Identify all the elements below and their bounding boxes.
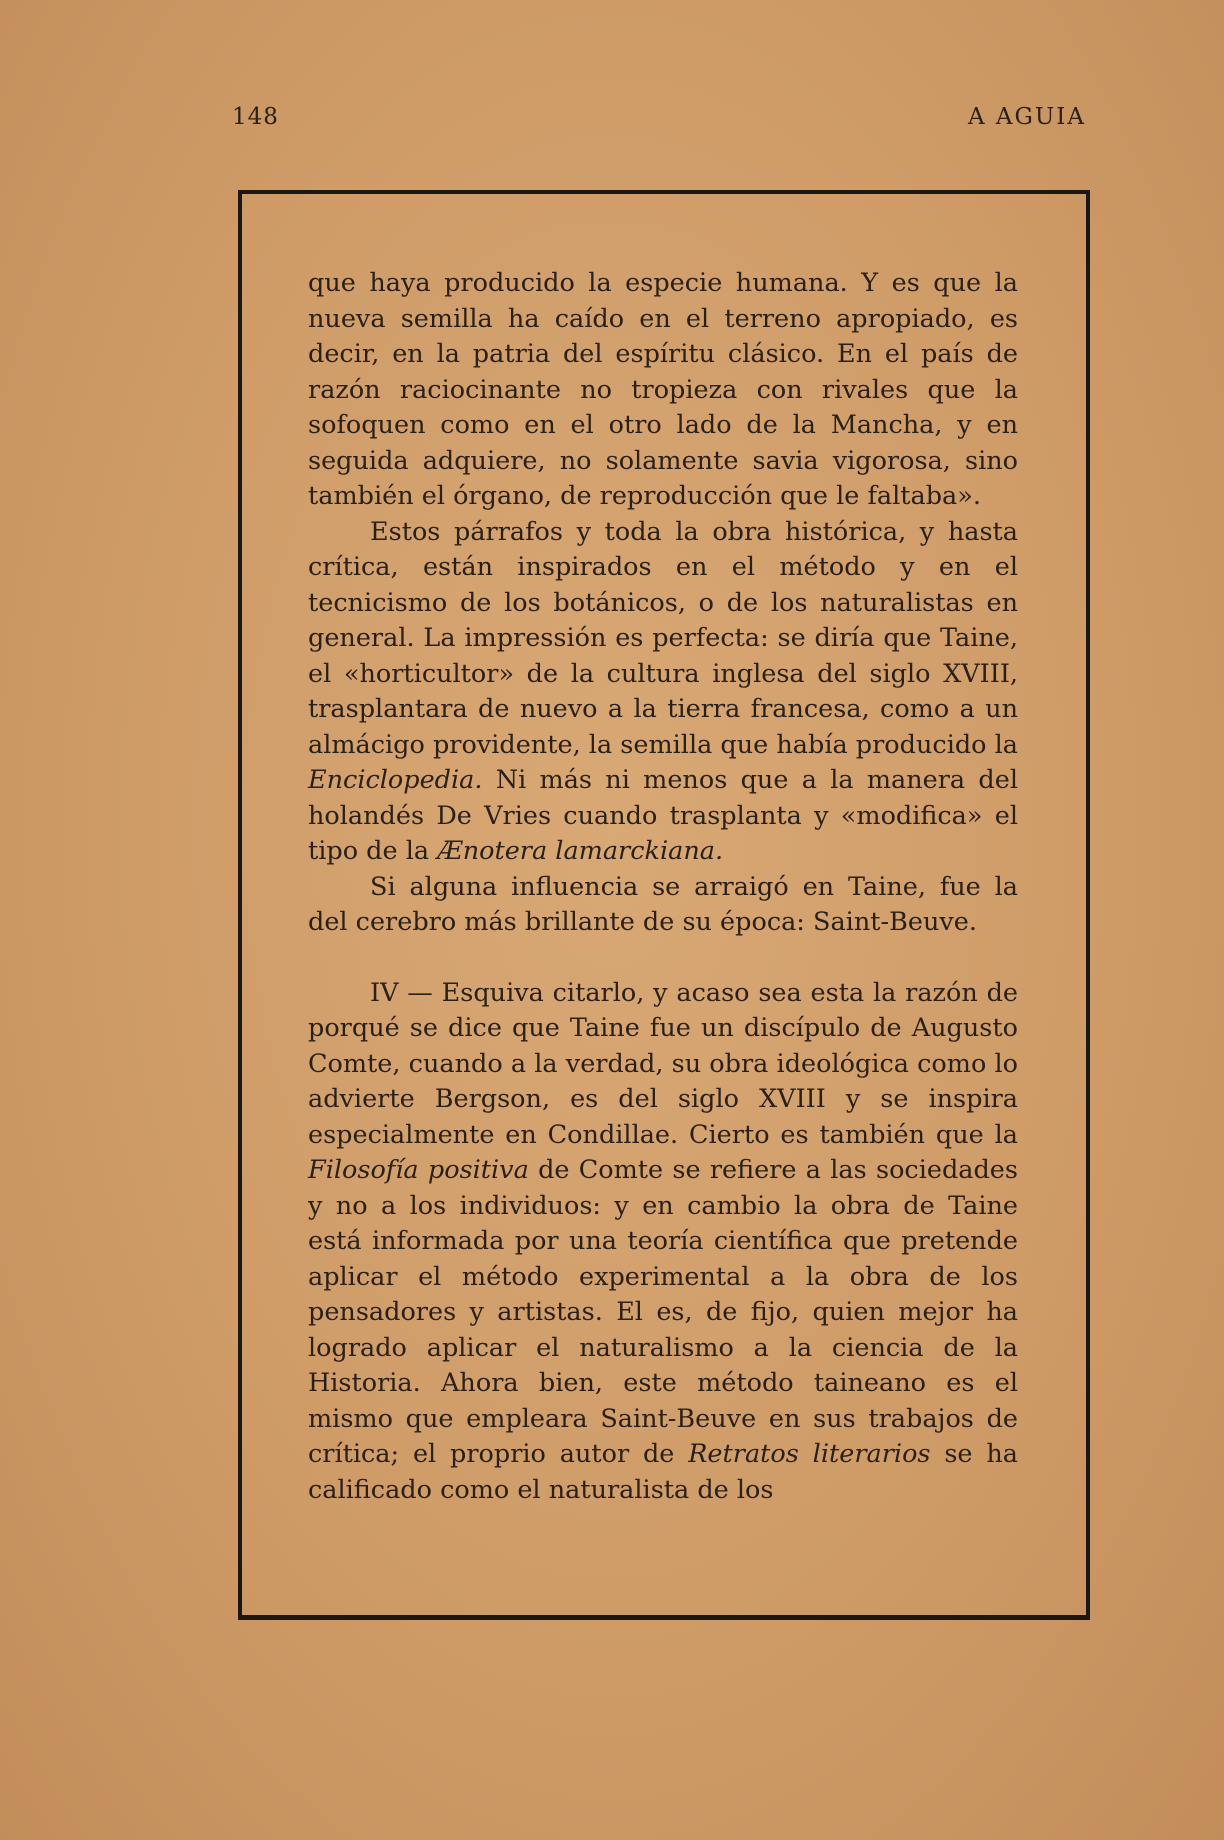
body-text [308, 266, 1018, 1508]
section-iv-text-b: de Comte se refiere a las sociedades y no a los individuos: y en cambio la obra de Taine está informada por una teoría científica que pretende aplicar el método experimental a la obra de los pensadores y artistas. El es, de fijo, quien mejor ha logrado aplicar el naturalismo a la ciencia de la Historia. Ahora bien, este método taineano es el mismo que empleara Saint-Beuve en sus trabajos de crítica; el proprio autor de [308, 1155, 1018, 1469]
italic-retratos-literarios: Retratos literarios [688, 1439, 931, 1469]
section-iv-text-a: IV — Esquiva citarlo, y acaso sea esta la razón de porqué se dice que Taine fue un discípulo de Augusto Comte, cuando a la verdad, su obra ideológica como lo advierte Bergson, es del siglo XVIII y se inspira especialmente en Condillae. Cierto es también que la [308, 977, 1018, 1150]
section-iv-paragraph [308, 976, 1018, 1509]
journal-title: A AGUIA [968, 104, 1086, 130]
page-number: 148 [232, 104, 279, 130]
paragraph-3: Si alguna influencia se arraigó en Taine, fue la del cerebro más brillante de su época: Saint-Beuve. [308, 871, 1018, 937]
paragraph-2-continuation: Ni más ni menos que a la manera del holandés De Vries cuando trasplanta y «modifica» el tipo de la [308, 765, 1018, 866]
italic-aenotera: Ænotera lamarckiana. [437, 836, 724, 866]
paragraph-2 [308, 515, 1018, 870]
section-iv-text-c: se ha calificado como el naturalista de los [308, 1439, 1018, 1505]
italic-enciclopedia: Enciclopedia. [308, 765, 483, 795]
running-head [232, 104, 1086, 136]
paragraph-2-text: Estos párrafos y toda la obra histórica, y hasta crítica, están inspirados en el método y en el tecnicismo de los botánicos, o de los naturalistas en general. La impressión es perfecta: se diría que Taine, el «horticultor» de la cultura inglesa del siglo XVIII, trasplantara de nuevo a la tierra francesa, como a un almácigo providente, la semilla que había producido la [308, 516, 1018, 760]
italic-filosofia-positiva: Filosofía positiva [308, 1155, 529, 1185]
paragraph-1: que haya producido la especie humana. Y es que la nueva semilla ha caído en el terreno apropiado, es decir, en la patria del espíritu clásico. En el país de razón raciocinante no tropieza con rivales que la sofoquen como en el otro lado de la Mancha, y en seguida adquiere, no solamente savia vigorosa, sino también el órgano, de reproducción que le faltaba». [308, 268, 1018, 511]
